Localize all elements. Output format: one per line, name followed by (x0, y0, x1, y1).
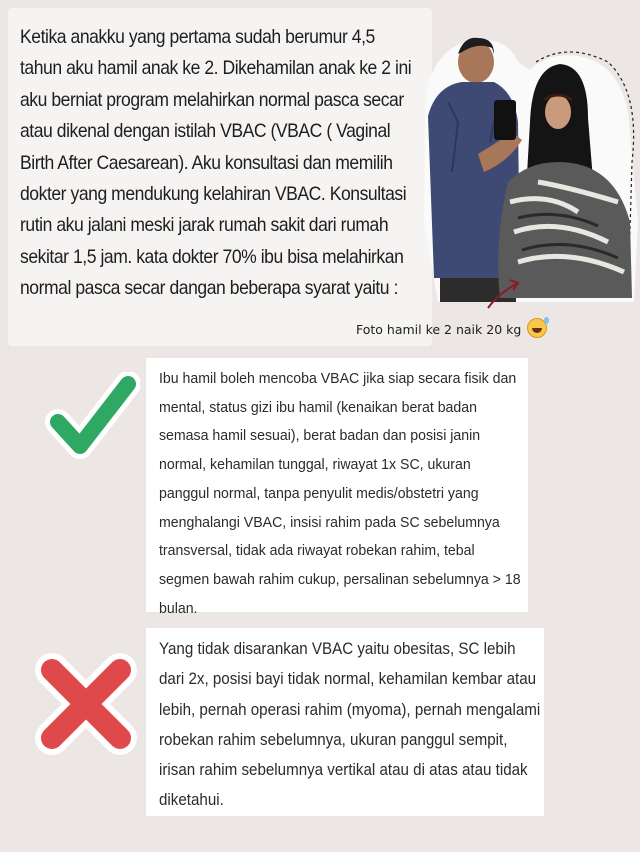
couple-photo (418, 22, 640, 326)
cross-icon (30, 648, 142, 760)
photo-caption-text: Foto hamil ke 2 naik 20 kg (356, 322, 522, 337)
allowed-conditions-card (146, 358, 528, 617)
not-recommended-card (146, 628, 544, 816)
smiling-sweat-emoji-icon (527, 318, 547, 338)
checkmark-icon (40, 372, 140, 472)
allowed-conditions-text: Ibu hamil boleh mencoba VBAC jika siap secara fisik dan mental, status gizi ibu hamil (kenaikan berat badan semasa hamil sesuai), berat badan dan posisi janin normal, kehamilan tunggal, riwayat 1x SC, ukuran panggul normal, tanpa penyulit medis/obstetri yang menghalangi VBAC, insisi rahim pada SC sebelumnya transversal, tidak ada riwayat robekan rahim, tebal segmen bawah rahim cukup, persalinan sebelumnya > 18 bulan. (159, 370, 521, 617)
intro-card (8, 8, 432, 346)
photo-caption (356, 318, 547, 338)
not-recommended-text: Yang tidak disarankan VBAC yaitu obesitas, SC lebih dari 2x, posisi bayi tidak normal, kehamilan kembar atau lebih, pernah operasi rahim (myoma), pernah mengalami robekan rahim sebelumnya, ukuran panggul sempit, irisan rahim sebelumnya vertikal atau di atas atau tidak diketahui. (159, 640, 541, 810)
intro-text: Ketika anakku yang pertama sudah berumur 4,5 tahun aku hamil anak ke 2. Dikehamilan anak ke 2 ini aku berniat program melahirkan normal pasca secar atau dikenal dengan istilah VBAC (VBAC ( Vaginal Birth After Caesarean). Aku konsultasi dan memilih dokter yang mendukung kelahiran VBAC. Konsultasi rutin aku jalani meski jarak rumah sakit dari rumah sekitar 1,5 jam. kata dokter 70% ibu bisa melahirkan normal pasca secar dangan beberapa syarat yaitu : (20, 26, 412, 300)
